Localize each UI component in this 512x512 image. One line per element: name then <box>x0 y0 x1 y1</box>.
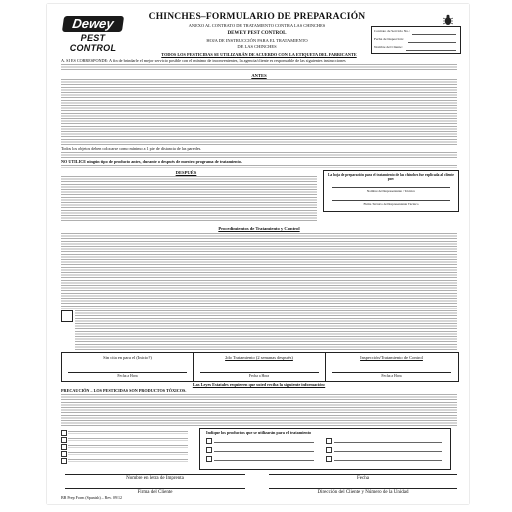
page-title: CHINCHES–FORMULARIO DE PREPARACIÓN <box>148 12 366 22</box>
date-label: Fecha <box>357 476 369 481</box>
option-text <box>68 459 188 462</box>
state-laws-heading: Las Leyes Estatales requieren que usted reciba la siguiente información: <box>192 382 326 387</box>
option-text <box>68 431 188 434</box>
client-address-label: Dirección del Cliente y Número de la Unidad <box>317 490 409 495</box>
product-checkbox[interactable] <box>206 447 212 453</box>
table-cell-control: Fecha a Hora <box>381 374 402 378</box>
option-checkbox[interactable] <box>61 437 67 443</box>
prep-box-title: La hoja de preparación para el tratamiento de las chinches fue explicada al cliente por: <box>328 173 455 181</box>
acknowledge-checkbox[interactable] <box>61 310 73 322</box>
no-products-body <box>61 165 457 168</box>
despues-instructions <box>61 176 317 222</box>
technician-name-field[interactable] <box>332 187 450 188</box>
product-line[interactable] <box>334 451 442 452</box>
instruction-heading-2: DE LAS CHINCHES <box>237 44 277 49</box>
customer-info-box <box>371 26 461 54</box>
distance-rule: Todos los objetos deben colocarse como mínimo a 1 pie de distancia de las paredes. <box>61 146 202 151</box>
option-text <box>68 452 188 455</box>
contract-number-field[interactable] <box>412 34 456 35</box>
option-checkbox[interactable] <box>61 430 67 436</box>
product-checkbox[interactable] <box>326 438 332 444</box>
product-line[interactable] <box>214 451 314 452</box>
antes-heading: ANTES <box>251 73 267 78</box>
procedures-body <box>61 233 457 309</box>
option-checkbox[interactable] <box>61 444 67 450</box>
print-name-label: Nombre en letra de Imprenta <box>126 476 184 481</box>
technician-name-label: Nombre del Representante / Técnico <box>366 189 416 193</box>
instruction-heading: HOJA DE INSTRUCCIÓN PARA EL TRATAMIENTO <box>206 38 308 43</box>
contract-number-label: Contrato de Servicio No.: <box>374 29 410 33</box>
table-cell-initial: Fecha a Hora <box>117 374 138 378</box>
bedbug-icon <box>443 14 453 26</box>
distance-rule-body <box>61 152 457 158</box>
products-checklist-title: Indique los productos que se utilizarán para el tratamiento <box>206 430 312 435</box>
antes-instructions <box>61 79 457 145</box>
client-signature-label: Firma del Cliente <box>137 490 173 495</box>
option-text <box>68 438 188 441</box>
document-page <box>47 4 469 504</box>
preparation-explained-box <box>323 170 459 212</box>
technician-signature-label: Firma Técnico del Representante Técnico <box>363 202 419 206</box>
client-name-label: Nombre del Cliente: <box>374 45 403 49</box>
product-checkbox[interactable] <box>206 438 212 444</box>
logo-brand-text: Dewey <box>62 16 124 32</box>
date-time-field[interactable] <box>200 372 319 373</box>
despues-heading: DESPUÉS <box>175 170 197 175</box>
dewey-logo <box>59 16 127 53</box>
product-line[interactable] <box>334 442 442 443</box>
pesticide-notice: TODOS LOS PESTICIDAS SE UTILIZARÁN DE ACUERDO CON LA ETIQUETA DEL FABRICANTE <box>161 52 357 57</box>
inspection-date-label: Fecha de Inspección: <box>374 37 404 41</box>
logo-sub-text: PEST CONTROL <box>69 33 117 53</box>
section-a-text: A. SI ES CORRESPONDE: A fin de brindarle el mejor servicio posible con el mínimo de inconvenientes, la agencia/cliente es responsable de las siguientes instrucciones <box>61 58 346 63</box>
client-name-field[interactable] <box>406 50 456 51</box>
date-time-field[interactable] <box>332 372 451 373</box>
inspection-date-field[interactable] <box>408 42 456 43</box>
table-cell-second: Fecha a Hora <box>248 374 270 378</box>
state-laws-body <box>61 394 457 426</box>
technician-signature-field[interactable] <box>332 200 450 201</box>
section-a-body <box>61 64 457 72</box>
date-field[interactable] <box>269 474 457 475</box>
procedures-heading: Procedimientos de Tratamiento y Control <box>218 226 300 231</box>
table-header-second: 2do Tratamiento (2 semanas después) <box>225 355 293 360</box>
product-checkbox[interactable] <box>326 456 332 462</box>
option-checkbox[interactable] <box>61 458 67 464</box>
option-text <box>68 445 188 448</box>
products-checklist <box>199 428 451 470</box>
options-list <box>61 428 193 468</box>
client-signature-field[interactable] <box>65 488 245 489</box>
product-line[interactable] <box>214 442 314 443</box>
company-name: DEWEY PEST CONTROL <box>227 31 287 36</box>
date-time-field[interactable] <box>68 372 187 373</box>
product-checkbox[interactable] <box>206 456 212 462</box>
client-address-field[interactable] <box>269 488 457 489</box>
no-products-rule: NO UTILICE ningún tipo de producto antes, durante o después de nuestro programa de tratamiento. <box>61 159 243 164</box>
product-line[interactable] <box>214 460 314 461</box>
form-code: BB Prep Form (Spanish) – Rev. 09/12 <box>61 495 122 500</box>
procedures-notes <box>75 310 457 350</box>
print-name-field[interactable] <box>65 474 245 475</box>
option-checkbox[interactable] <box>61 451 67 457</box>
table-header-control: Inspección/Tratamiento de Control <box>360 355 423 360</box>
table-header-initial: Sin cita en para el (Inicio?) <box>103 355 152 360</box>
product-checkbox[interactable] <box>326 447 332 453</box>
caution-heading: PRECAUCIÓN – LOS PESTICIDAS SON PRODUCTOS TÓXICOS. <box>61 388 187 393</box>
product-line[interactable] <box>334 460 442 461</box>
page-subtitle: ANEXO AL CONTRATO DE TRATAMIENTO CONTRA LAS CHINCHES <box>188 23 326 28</box>
treatment-schedule-table <box>61 352 459 382</box>
